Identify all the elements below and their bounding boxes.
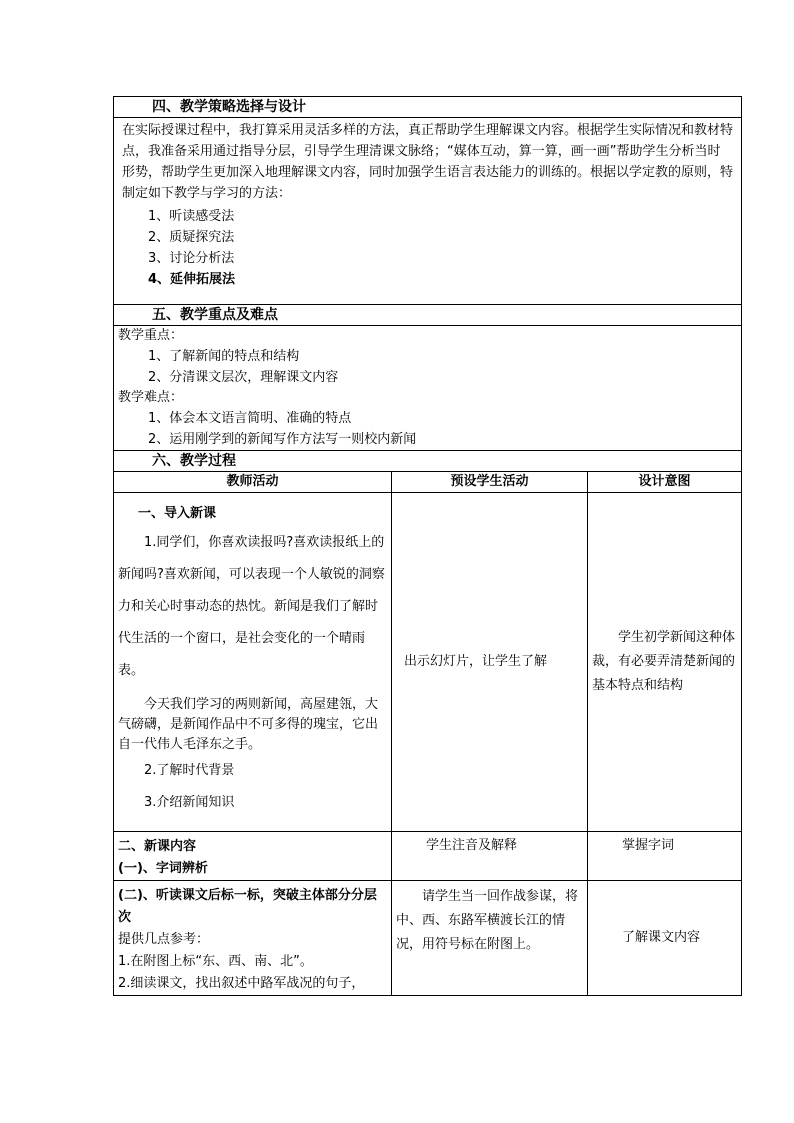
teacher-line: 1.在附图上标“东、西、南、北”。 xyxy=(118,954,313,969)
teacher-paragraph: 今天我们学习的两则新闻，高屋建瓴，大气磅礴，是新闻作品中不可多得的瑰宝，它出自一代伟人毛泽东之手。 xyxy=(118,697,379,752)
difficult-points-list xyxy=(118,408,737,450)
student-activity-cell: 出示幻灯片，让学生了解 xyxy=(392,493,588,832)
teacher-line: (一)、字词辨析 xyxy=(118,861,208,876)
process-row xyxy=(114,881,742,996)
header-student-activity: 预设学生活动 xyxy=(392,472,588,493)
header-design-intent: 设计意图 xyxy=(588,472,742,493)
section-5-body xyxy=(114,326,742,451)
key-point-item: 1、了解新闻的特点和结构 xyxy=(148,349,300,364)
header-teacher-activity: 教师活动 xyxy=(114,472,392,493)
process-row xyxy=(114,832,742,881)
method-list xyxy=(118,206,737,290)
teacher-paragraph: 2.了解时代背景 xyxy=(144,763,235,778)
design-intent-cell: 掌握字词 xyxy=(588,832,742,881)
method-item: 3、讨论分析法 xyxy=(148,251,235,266)
teacher-activity-cell xyxy=(114,493,392,832)
process-row xyxy=(114,493,742,832)
teacher-line: 2.细读课文，找出叙述中路军战况的句子， xyxy=(118,976,365,991)
process-header-row xyxy=(114,472,742,493)
teacher-line: 提供几点参考： xyxy=(118,932,210,947)
teacher-line: 二、新课内容 xyxy=(118,839,197,854)
document-page xyxy=(113,96,741,996)
teacher-heading: 一、导入新课 xyxy=(138,506,217,521)
student-activity-cell: 学生注音及解释 xyxy=(392,832,588,881)
section-4-body xyxy=(114,118,742,305)
difficult-point-item: 1、体会本文语言简明、准确的特点 xyxy=(148,411,352,426)
key-point-item: 2、分清课文层次，理解课文内容 xyxy=(148,370,339,385)
teacher-paragraph: 1.同学们，你喜欢读报吗?喜欢读报纸上的新闻吗?喜欢新闻，可以表现一个人敏锐的洞察力和关心时事动态的热忱。新闻是我们了解时代生活的一个窗口，是社会变化的一个晴雨表。 xyxy=(118,535,385,678)
student-activity-cell: 请学生当一回作战参谋，将中、西、东路军横渡长江的情况，用符号标在附图上。 xyxy=(392,881,588,996)
teacher-paragraph: 3.介绍新闻知识 xyxy=(144,795,235,810)
section-5-title: 五、教学重点及难点 xyxy=(114,305,742,326)
method-item: 2、质疑探究法 xyxy=(148,230,235,245)
lesson-plan-table xyxy=(113,96,742,996)
section-4-title: 四、教学策略选择与设计 xyxy=(114,97,742,118)
teacher-activity-cell xyxy=(114,832,392,881)
teacher-activity-cell xyxy=(114,881,392,996)
key-points-list xyxy=(118,346,737,388)
teacher-heading: (二)、听读课文后标一标，突破主体部分分层次 xyxy=(118,888,377,925)
design-intent-cell: 了解课文内容 xyxy=(588,881,742,996)
difficult-points-label: 教学难点： xyxy=(118,390,184,405)
method-item: 4、延伸拓展法 xyxy=(148,272,236,287)
section-6-title: 六、教学过程 xyxy=(114,451,742,472)
section-4-intro: 在实际授课过程中，我打算采用灵活多样的方法，真正帮助学生理解课文内容。根据学生实际情况和教材特点，我准备采用通过指导分层，引导学生理清课文脉络；“媒体互动，算一算，画一画”帮助学生分析当时形势，帮助学生更加深入地理解课文内容，同时加强学生语言表达能力的训练的。根据以学定教的原则，特制定如下教学与学习的方法： xyxy=(122,123,734,201)
design-intent-cell: 学生初学新闻这种体裁，有必要弄清楚新闻的基本特点和结构 xyxy=(588,493,742,832)
key-points-label: 教学重点： xyxy=(118,328,184,343)
method-item: 1、听读感受法 xyxy=(148,209,235,224)
difficult-point-item: 2、运用刚学到的新闻写作方法写一则校内新闻 xyxy=(148,432,417,447)
